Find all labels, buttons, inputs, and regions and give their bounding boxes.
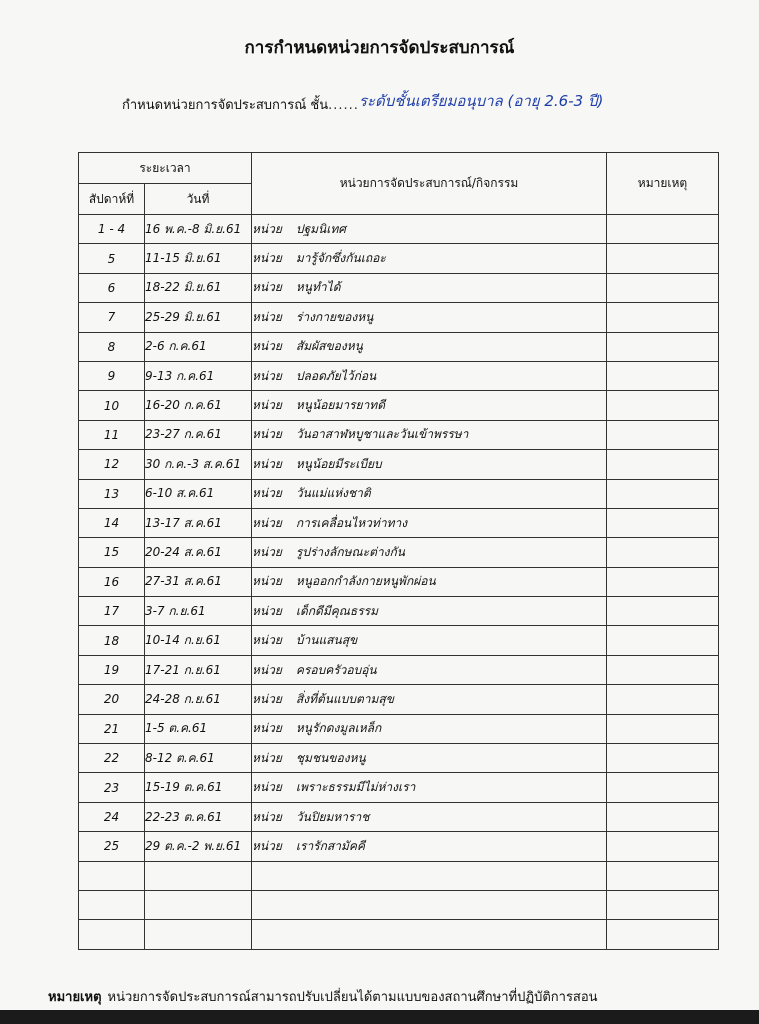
week-cell: 6 xyxy=(79,273,145,302)
date-cell: 23-27 ก.ค.61 xyxy=(145,420,252,449)
table-row xyxy=(79,597,719,626)
unit-cell xyxy=(252,244,607,273)
table-row xyxy=(79,215,719,244)
note-cell xyxy=(607,685,719,714)
week-cell: 12 xyxy=(79,450,145,479)
bottom-edge xyxy=(0,1010,759,1024)
unit-name: วันปิยมหาราช xyxy=(295,809,370,824)
table-row xyxy=(79,273,719,302)
empty-cell xyxy=(252,920,607,949)
week-cell: 13 xyxy=(79,479,145,508)
date-cell: 18-22 มิ.ย.61 xyxy=(145,273,252,302)
unit-cell xyxy=(252,479,607,508)
week-cell: 18 xyxy=(79,626,145,655)
header-date: วันที่ xyxy=(145,184,252,215)
unit-cell xyxy=(252,361,607,390)
table-row xyxy=(79,773,719,802)
table-row xyxy=(79,714,719,743)
unit-prefix: หน่วย xyxy=(252,780,282,795)
date-cell: 2-6 ก.ค.61 xyxy=(145,332,252,361)
unit-name: วันแม่แห่งชาติ xyxy=(295,486,371,501)
week-cell: 9 xyxy=(79,361,145,390)
date-cell: 27-31 ส.ค.61 xyxy=(145,567,252,596)
unit-name: หนูทำได้ xyxy=(295,280,341,295)
date-cell: 3-7 ก.ย.61 xyxy=(145,597,252,626)
week-cell: 24 xyxy=(79,802,145,831)
unit-prefix: หน่วย xyxy=(252,427,282,442)
unit-name: เพราะธรรมมีไม่ห่างเรา xyxy=(295,780,416,795)
unit-cell xyxy=(252,744,607,773)
date-cell: 11-15 มิ.ย.61 xyxy=(145,244,252,273)
table-row xyxy=(79,744,719,773)
week-cell: 10 xyxy=(79,391,145,420)
unit-name: เรารักสามัคคี xyxy=(295,838,365,853)
table-row xyxy=(79,508,719,537)
unit-prefix: หน่วย xyxy=(252,721,282,736)
unit-prefix: หน่วย xyxy=(252,809,282,824)
date-cell: 24-28 ก.ย.61 xyxy=(145,685,252,714)
note-cell xyxy=(607,714,719,743)
table-row xyxy=(79,832,719,861)
footer-note xyxy=(48,986,598,1007)
unit-cell xyxy=(252,450,607,479)
week-cell: 25 xyxy=(79,832,145,861)
note-cell xyxy=(607,744,719,773)
empty-cell xyxy=(145,861,252,890)
note-cell xyxy=(607,420,719,449)
unit-name: มารู้จักซึ่งกันเถอะ xyxy=(295,251,386,266)
date-cell: 16-20 ก.ค.61 xyxy=(145,391,252,420)
unit-cell xyxy=(252,391,607,420)
date-cell: 15-19 ต.ค.61 xyxy=(145,773,252,802)
empty-row xyxy=(79,920,719,949)
date-cell: 20-24 ส.ค.61 xyxy=(145,538,252,567)
header-note: หมายเหตุ xyxy=(607,153,719,215)
unit-cell xyxy=(252,802,607,831)
date-cell: 1-5 ต.ค.61 xyxy=(145,714,252,743)
date-cell: 29 ต.ค.-2 พ.ย.61 xyxy=(145,832,252,861)
unit-name: การเคลื่อนไหวท่าทาง xyxy=(295,515,408,530)
class-level-dots: ...... xyxy=(328,98,359,113)
week-cell: 21 xyxy=(79,714,145,743)
note-cell xyxy=(607,479,719,508)
empty-cell xyxy=(79,920,145,949)
unit-prefix: หน่วย xyxy=(252,486,282,501)
unit-prefix: หน่วย xyxy=(252,309,282,324)
unit-cell xyxy=(252,273,607,302)
page-title: การกำหนดหน่วยการจัดประสบการณ์ xyxy=(244,38,515,58)
class-level-line xyxy=(122,92,603,116)
unit-prefix: หน่วย xyxy=(252,251,282,266)
table-row xyxy=(79,685,719,714)
header-period: ระยะเวลา xyxy=(79,153,252,184)
unit-cell xyxy=(252,303,607,332)
table-row xyxy=(79,303,719,332)
empty-cell xyxy=(607,920,719,949)
unit-prefix: หน่วย xyxy=(252,456,282,471)
table-row xyxy=(79,479,719,508)
week-cell: 11 xyxy=(79,420,145,449)
unit-name: หนูน้อยมารยาทดี xyxy=(295,398,386,413)
table-row xyxy=(79,244,719,273)
note-cell xyxy=(607,802,719,831)
unit-cell xyxy=(252,420,607,449)
unit-name: ปฐมนิเทศ xyxy=(295,221,346,236)
empty-row xyxy=(79,861,719,890)
note-cell xyxy=(607,773,719,802)
date-cell: 25-29 มิ.ย.61 xyxy=(145,303,252,332)
unit-name: หนูรักดงมูลเหล็ก xyxy=(295,721,382,736)
date-cell: 30 ก.ค.-3 ส.ค.61 xyxy=(145,450,252,479)
footer-label: หมายเหตุ xyxy=(48,990,102,1005)
unit-name: ร่างกายของหนู xyxy=(295,309,374,324)
unit-cell xyxy=(252,597,607,626)
note-cell xyxy=(607,332,719,361)
empty-cell xyxy=(145,890,252,919)
unit-name: สัมผัสของหนู xyxy=(295,339,363,354)
unit-prefix: หน่วย xyxy=(252,280,282,295)
note-cell xyxy=(607,303,719,332)
date-cell: 22-23 ต.ค.61 xyxy=(145,802,252,831)
table-row xyxy=(79,802,719,831)
week-cell: 16 xyxy=(79,567,145,596)
week-cell: 22 xyxy=(79,744,145,773)
unit-name: รูปร่างลักษณะต่างกัน xyxy=(295,544,405,559)
note-cell xyxy=(607,215,719,244)
week-cell: 7 xyxy=(79,303,145,332)
unit-prefix: หน่วย xyxy=(252,221,282,236)
unit-cell xyxy=(252,567,607,596)
table-row xyxy=(79,332,719,361)
note-cell xyxy=(607,626,719,655)
note-cell xyxy=(607,538,719,567)
table-row xyxy=(79,655,719,684)
note-cell xyxy=(607,597,719,626)
note-cell xyxy=(607,273,719,302)
empty-cell xyxy=(145,920,252,949)
empty-row xyxy=(79,890,719,919)
schedule-table xyxy=(78,152,719,950)
empty-cell xyxy=(252,861,607,890)
unit-cell xyxy=(252,215,607,244)
unit-prefix: หน่วย xyxy=(252,838,282,853)
unit-name: ปลอดภัยไว้ก่อน xyxy=(295,368,377,383)
unit-cell xyxy=(252,714,607,743)
empty-cell xyxy=(252,890,607,919)
week-cell: 5 xyxy=(79,244,145,273)
week-cell: 14 xyxy=(79,508,145,537)
table-row xyxy=(79,450,719,479)
unit-prefix: หน่วย xyxy=(252,368,282,383)
class-level-value: ระดับชั้นเตรียมอนุบาล (อายุ 2.6-3 ปี) xyxy=(358,92,604,110)
schedule-body xyxy=(79,215,719,950)
note-cell xyxy=(607,567,719,596)
empty-cell xyxy=(79,890,145,919)
unit-prefix: หน่วย xyxy=(252,515,282,530)
date-cell: 16 พ.ค.-8 มิ.ย.61 xyxy=(145,215,252,244)
header-week: สัปดาห์ที่ xyxy=(79,184,145,215)
date-cell: 13-17 ส.ค.61 xyxy=(145,508,252,537)
empty-cell xyxy=(607,861,719,890)
week-cell: 1 - 4 xyxy=(79,215,145,244)
week-cell: 17 xyxy=(79,597,145,626)
date-cell: 9-13 ก.ค.61 xyxy=(145,361,252,390)
table-row xyxy=(79,567,719,596)
table-row xyxy=(79,391,719,420)
table-row xyxy=(79,361,719,390)
unit-name: ครอบครัวอบอุ่น xyxy=(295,662,377,677)
note-cell xyxy=(607,655,719,684)
week-cell: 8 xyxy=(79,332,145,361)
empty-cell xyxy=(79,861,145,890)
unit-name: หนูออกกำลังกายหนูพักผ่อน xyxy=(295,574,436,589)
table-row xyxy=(79,538,719,567)
unit-name: วันอาสาฬหบูชาและวันเข้าพรรษา xyxy=(295,427,469,442)
empty-cell xyxy=(607,890,719,919)
unit-prefix: หน่วย xyxy=(252,339,282,354)
unit-prefix: หน่วย xyxy=(252,691,282,706)
unit-cell xyxy=(252,508,607,537)
week-cell: 19 xyxy=(79,655,145,684)
unit-prefix: หน่วย xyxy=(252,662,282,677)
unit-prefix: หน่วย xyxy=(252,633,282,648)
unit-cell xyxy=(252,832,607,861)
unit-name: หนูน้อยมีระเบียบ xyxy=(295,456,382,471)
unit-prefix: หน่วย xyxy=(252,574,282,589)
unit-cell xyxy=(252,538,607,567)
unit-cell xyxy=(252,332,607,361)
unit-prefix: หน่วย xyxy=(252,544,282,559)
header-unit: หน่วยการจัดประสบการณ์/กิจกรรม xyxy=(252,153,607,215)
unit-cell xyxy=(252,773,607,802)
table-row xyxy=(79,626,719,655)
unit-prefix: หน่วย xyxy=(252,750,282,765)
unit-name: บ้านแสนสุข xyxy=(295,633,358,648)
date-cell: 17-21 ก.ย.61 xyxy=(145,655,252,684)
note-cell xyxy=(607,832,719,861)
week-cell: 15 xyxy=(79,538,145,567)
table-row xyxy=(79,420,719,449)
week-cell: 23 xyxy=(79,773,145,802)
unit-cell xyxy=(252,655,607,684)
note-cell xyxy=(607,361,719,390)
date-cell: 8-12 ต.ค.61 xyxy=(145,744,252,773)
unit-cell xyxy=(252,626,607,655)
unit-name: สิ่งที่ต้นแบบตามสุข xyxy=(295,691,394,706)
unit-name: ชุมชนของหนู xyxy=(295,750,366,765)
note-cell xyxy=(607,508,719,537)
unit-name: เด็กดีมีคุณธรรม xyxy=(295,603,379,618)
unit-prefix: หน่วย xyxy=(252,398,282,413)
footer-text: หน่วยการจัดประสบการณ์สามารถปรับเปลี่ยนได้ตามแบบของสถานศึกษาที่ปฏิบัติการสอน xyxy=(107,990,598,1005)
class-level-label: กำหนดหน่วยการจัดประสบการณ์ ชั้น xyxy=(122,98,329,113)
week-cell: 20 xyxy=(79,685,145,714)
note-cell xyxy=(607,244,719,273)
date-cell: 6-10 ส.ค.61 xyxy=(145,479,252,508)
date-cell: 10-14 ก.ย.61 xyxy=(145,626,252,655)
note-cell xyxy=(607,391,719,420)
unit-prefix: หน่วย xyxy=(252,603,282,618)
note-cell xyxy=(607,450,719,479)
unit-cell xyxy=(252,685,607,714)
